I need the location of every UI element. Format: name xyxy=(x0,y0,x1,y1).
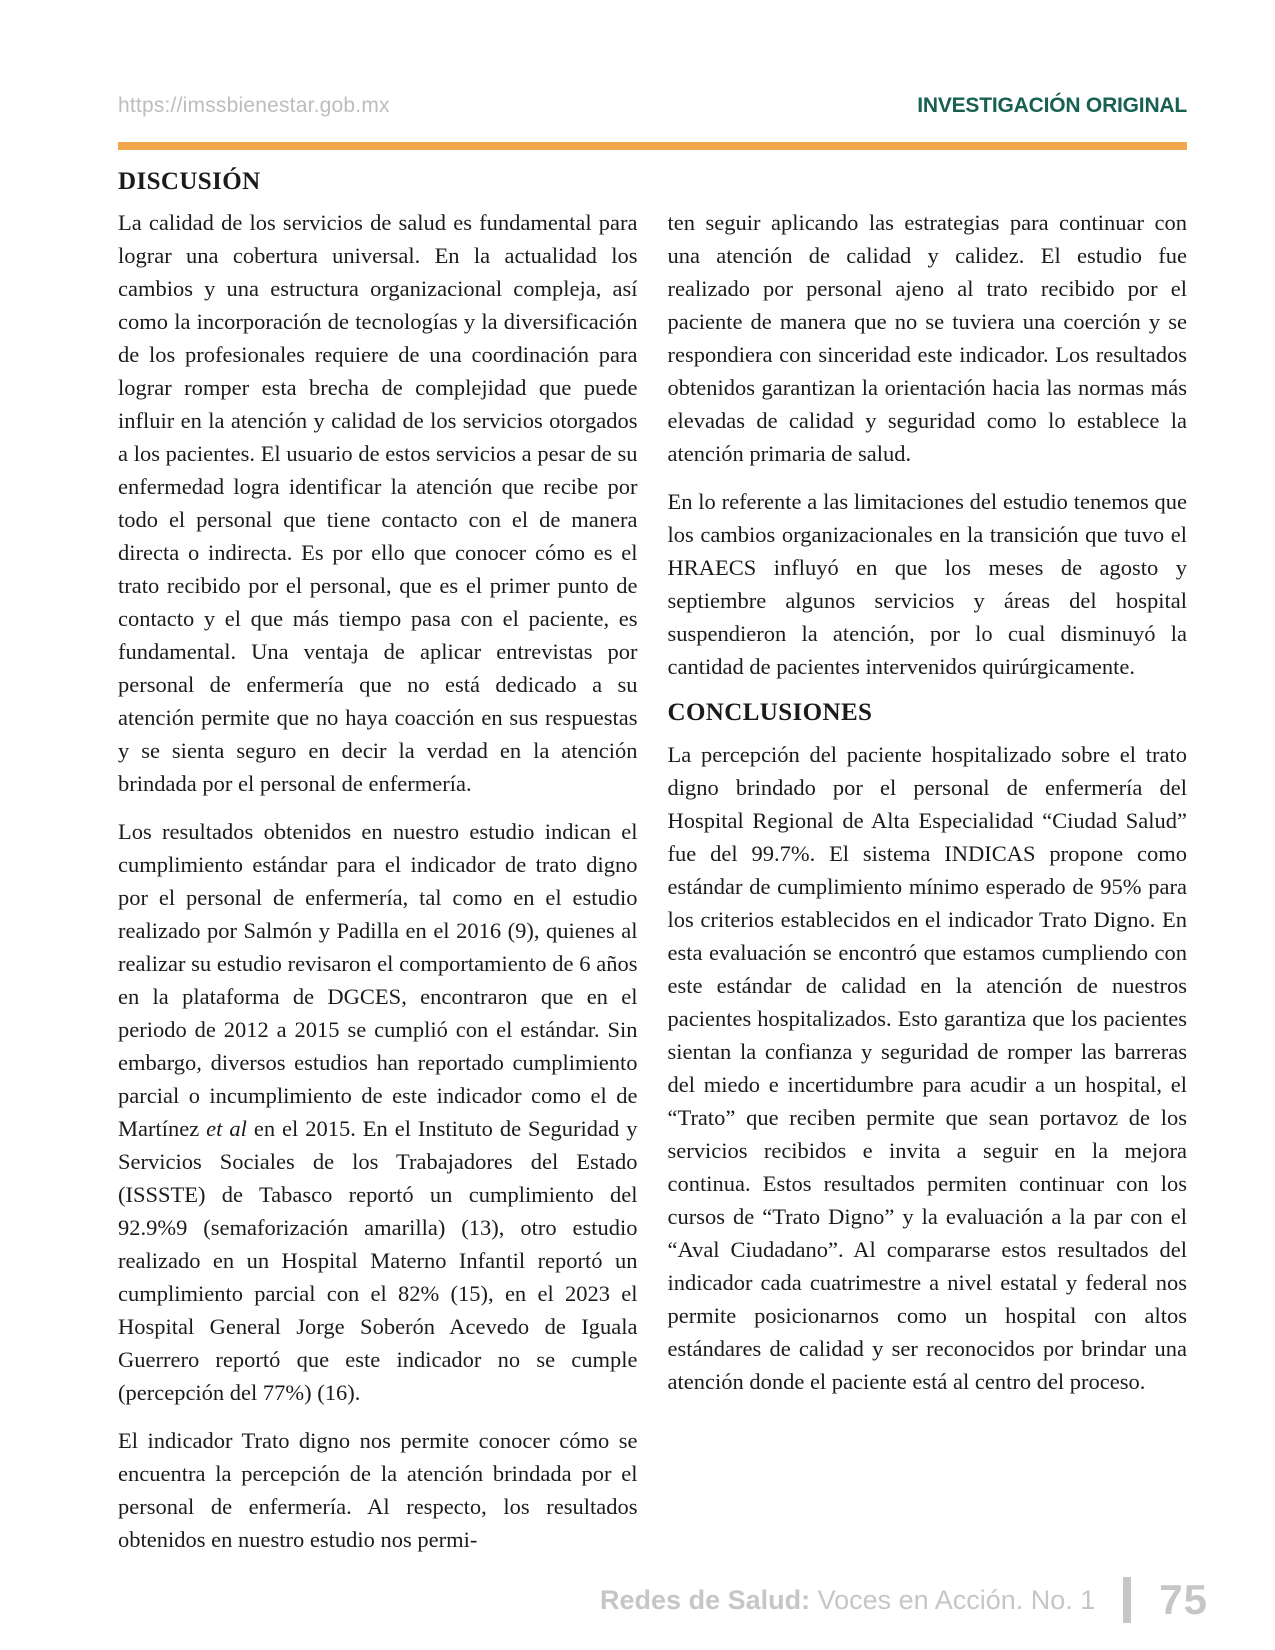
limitations-paragraph: En lo referente a las limitaciones del estudio tenemos que los cambios organizacionales en la transición que tuvo el HRAECS influyó en que los meses de agosto y septiembre algunos servicios y áreas del hospital suspendieron la atención, por lo cual disminuyó la cantidad de pacientes intervenidos quirúrgicamente. xyxy=(667,489,1187,679)
right-column xyxy=(668,167,1188,1556)
section-label: INVESTIGACIÓN ORIGINAL xyxy=(917,94,1187,117)
et-al-italic: et al xyxy=(206,1116,247,1141)
footer-separator-bar xyxy=(1123,1577,1131,1623)
page-number: 75 xyxy=(1159,1576,1208,1623)
page-header xyxy=(118,0,1187,118)
discussion-paragraph-2 xyxy=(118,815,638,1409)
page-footer xyxy=(600,1576,1208,1624)
discussion-paragraph-3-continuation: ten seguir aplicando las estrategias para continuar con una atención de calidad y calidez. El estudio fue realizado por personal ajeno al trato recibido por el paciente de manera que no se tuviera una coerción y se respondiera con sinceridad este indicador. Los resultados obtenidos garantizan la orientación hacia las normas más elevadas de calidad y seguridad como lo establece la atención primaria de salud. xyxy=(667,210,1187,466)
journal-title-bold: Redes de Salud: xyxy=(600,1584,811,1615)
discussion-paragraph-2-text: Los resultados obtenidos en nuestro estudio indican el cumplimiento estándar para el indicador de trato digno por el personal de enfermería, tal como en el estudio realizado por Salmón y Padilla en el 2016 (9), quienes al realizar su estudio revisaron el comportamiento de 6 años en la plataforma de DGCES, encontraron que en el periodo de 2012 a 2015 se cumplió con el estándar. Sin embargo, diversos estudios han reportado cumplimiento parcial o incumplimiento de este indicador como el de Martínez xyxy=(118,819,638,1141)
header-url: https://imssbienestar.gob.mx xyxy=(118,94,390,117)
header-rule xyxy=(118,142,1187,150)
conclusions-paragraph: La percepción del paciente hospitalizado sobre el trato digno brindado por el personal de enfermería del Hospital Regional de Alta Especialidad “Ciudad Salud” fue del 99.7%. El sistema INDICAS propone como estándar de cumplimiento mínimo esperado de 95% para los criterios establecidos en el indicador Trato Digno. En esta evaluación se encontró que estamos cumpliendo con este estándar de calidad en la atención de nuestros pacientes hospitalizados. Esto garantiza que los pacientes sientan la confianza y seguridad de romper las barreras del miedo e incertidumbre para acudir a un hospital, el “Trato” que reciben permite que sean portavoz de los servicios recibidos e invita a seguir en la mejora continua. Estos resultados permiten continuar con los cursos de “Trato Digno” y la evaluación a la par con el “Aval Ciudadano”. Al compararse estos resultados del indicador cada cuatrimestre a nivel estatal y federal nos permite posicionarnos como un hospital con altos estándares de calidad y ser reconocidos por brindar una atención donde el paciente está al centro del proceso. xyxy=(667,742,1187,1394)
discussion-heading: DISCUSIÓN xyxy=(118,168,261,195)
discussion-paragraph-1: La calidad de los servicios de salud es fundamental para lograr una cobertura universal. En la actualidad los cambios y una estructura organizacional compleja, así como la incorporación de tecnologías y la diversificación de los profesionales requiere de una coordinación para lograr romper esta brecha de complejidad que puede influir en la atención y calidad de los servicios otorgados a los pacientes. El usuario de estos servicios a pesar de su enfermedad logra identificar la atención que recibe por todo el personal que tiene contacto con el de manera directa o indirecta. Es por ello que conocer cómo es el trato recibido por el personal, que es el primer punto de contacto y el que más tiempo pasa con el paciente, es fundamental. Una ventaja de aplicar entrevistas por personal de enfermería que no está dedicado a su atención permite que no haya coacción en sus respuestas y se sienta seguro en decir la verdad en la atención brindada por el personal de enfermería. xyxy=(118,210,638,796)
left-column xyxy=(118,167,638,1556)
discussion-paragraph-3: El indicador Trato digno nos permite conocer cómo se encuentra la percepción de la atención brindada por el personal de enfermería. Al respecto, los resultados obtenidos en nuestro estudio nos permi- xyxy=(118,1428,638,1552)
page-content xyxy=(118,0,1187,1556)
article-columns xyxy=(118,167,1187,1556)
journal-title xyxy=(600,1585,1095,1616)
discussion-paragraph-2-text-cont: en el 2015. En el Instituto de Seguridad y Servicios Sociales de los Trabajadores del Estado (ISSSTE) de Tabasco reportó un cumplimiento del 92.9%9 (semaforización amarilla) (13), otro estudio realizado en un Hospital Materno Infantil reportó un cumplimiento parcial con el 82% (15), en el 2023 el Hospital General Jorge Soberón Acevedo de Iguala Guerrero reportó que este indicador no se cumple (percepción del 77%) (16). xyxy=(118,1116,638,1405)
journal-title-rest: Voces en Acción. No. 1 xyxy=(810,1584,1096,1615)
conclusions-heading: CONCLUSIONES xyxy=(667,699,873,726)
